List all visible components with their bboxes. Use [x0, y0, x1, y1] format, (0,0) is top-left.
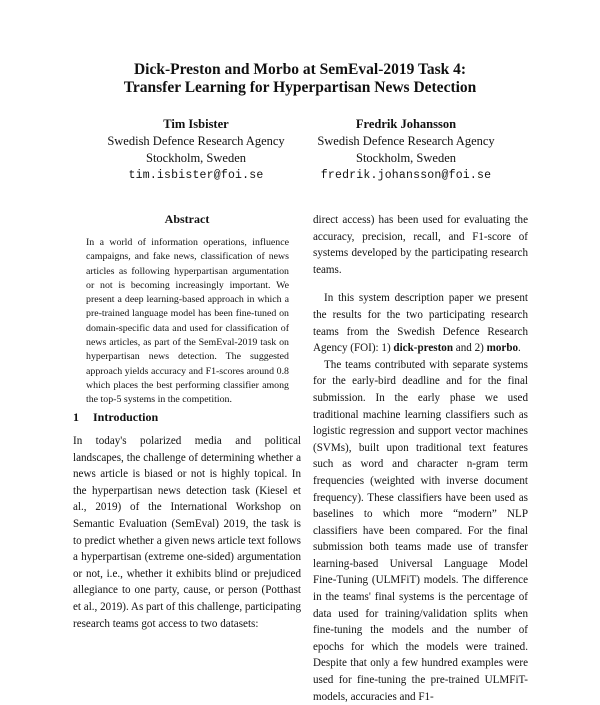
author-email[interactable]: fredrik.johansson@foi.se: [320, 169, 492, 182]
author-name: Fredrik Johansson: [355, 117, 457, 131]
author-block-2: [300, 116, 512, 184]
right-paragraph-2: In this system description paper we present the results for the two participating research teams from the Swedish Defence Research Agency (FOI): 1) dick-preston and 2) morbo.: [313, 292, 528, 355]
author-location: Stockholm, Sweden: [146, 151, 246, 165]
section-heading-introduction: [73, 410, 158, 425]
left-column: [73, 433, 301, 632]
right-column: [313, 212, 528, 705]
team-name-2: morbo: [486, 342, 519, 355]
team-name-1: dick-preston: [393, 342, 454, 355]
author-email[interactable]: tim.isbister@foi.se: [128, 169, 264, 182]
author-affiliation: Swedish Defence Research Agency: [107, 134, 285, 148]
paper-title-line-1: Dick-Preston and Morbo at SemEval-2019 Task 4:: [133, 61, 467, 78]
intro-paragraph: In today's polarized media and political landscapes, the challenge of determining whether a news article is biased or not is highly topical. In the hyperpartisan news detection task (Kiesel et al., 2019) of the International Workshop on Semantic Evaluation (SemEval) 2019, the task is to predict whether a given news article text follows a hyperpartisan (extreme one-sided) argumentation or not, i.e., whether it exhibits blind or prejudiced allegiance to one party, cause, or person (Potthast et al., 2019). As part of this challenge, participating research teams got access to two datasets:: [73, 435, 301, 630]
section-number: 1: [73, 410, 79, 424]
paper-title-line-2: Transfer Learning for Hyperpartisan News Detection: [123, 79, 477, 96]
right-paragraph-1: direct access) has been used for evaluating the accuracy, precision, recall, and F1-score of systems developed by the participating research teams.: [313, 214, 528, 276]
abstract-heading: Abstract: [164, 212, 210, 226]
right-paragraph-3: The teams contributed with separate systems for the early-bird deadline and for the final submission. In the early phase we used traditional machine learning classifiers such as logistic regression and support vector machines (SVMs), built upon traditional text features such as word and character n-gram term frequencies (weighted with inverse document frequency). These classifiers have been used as baselines to which more “modern” NLP classifiers have been compared. For the final submission both teams made use of transfer learning-based Universal Language Model Fine-Tuning (ULMFiT) models. The difference in the teams' final systems is the percentage of data used for training/validation splits when fine-tuning the models and the number of epochs for which the models were trained. Despite that only a few hundred examples were used for fine-tuning the pre-trained ULMFiT-models, accuracies and F1-: [313, 358, 528, 703]
author-affiliation: Swedish Defence Research Agency: [317, 134, 495, 148]
abstract-text: In a world of information operations, influence campaigns, and fake news, classification of news articles as following hyperpartisan argumentation or not is becoming increasingly important. We present a deep learning-based approach in which a pre-trained language model has been fine-tuned on domain-specific data and used for classification of news articles, as part of the SemEval-2019 task on hyperpartisan news detection. The suggested approach yields accuracy and F1-scores around 0.8 which places the best performing classifier among the top-5 systems in the competition.: [86, 237, 289, 406]
author-block-1: [96, 116, 296, 184]
author-location: Stockholm, Sweden: [356, 151, 456, 165]
author-name: Tim Isbister: [163, 117, 229, 131]
section-title: Introduction: [93, 410, 159, 424]
